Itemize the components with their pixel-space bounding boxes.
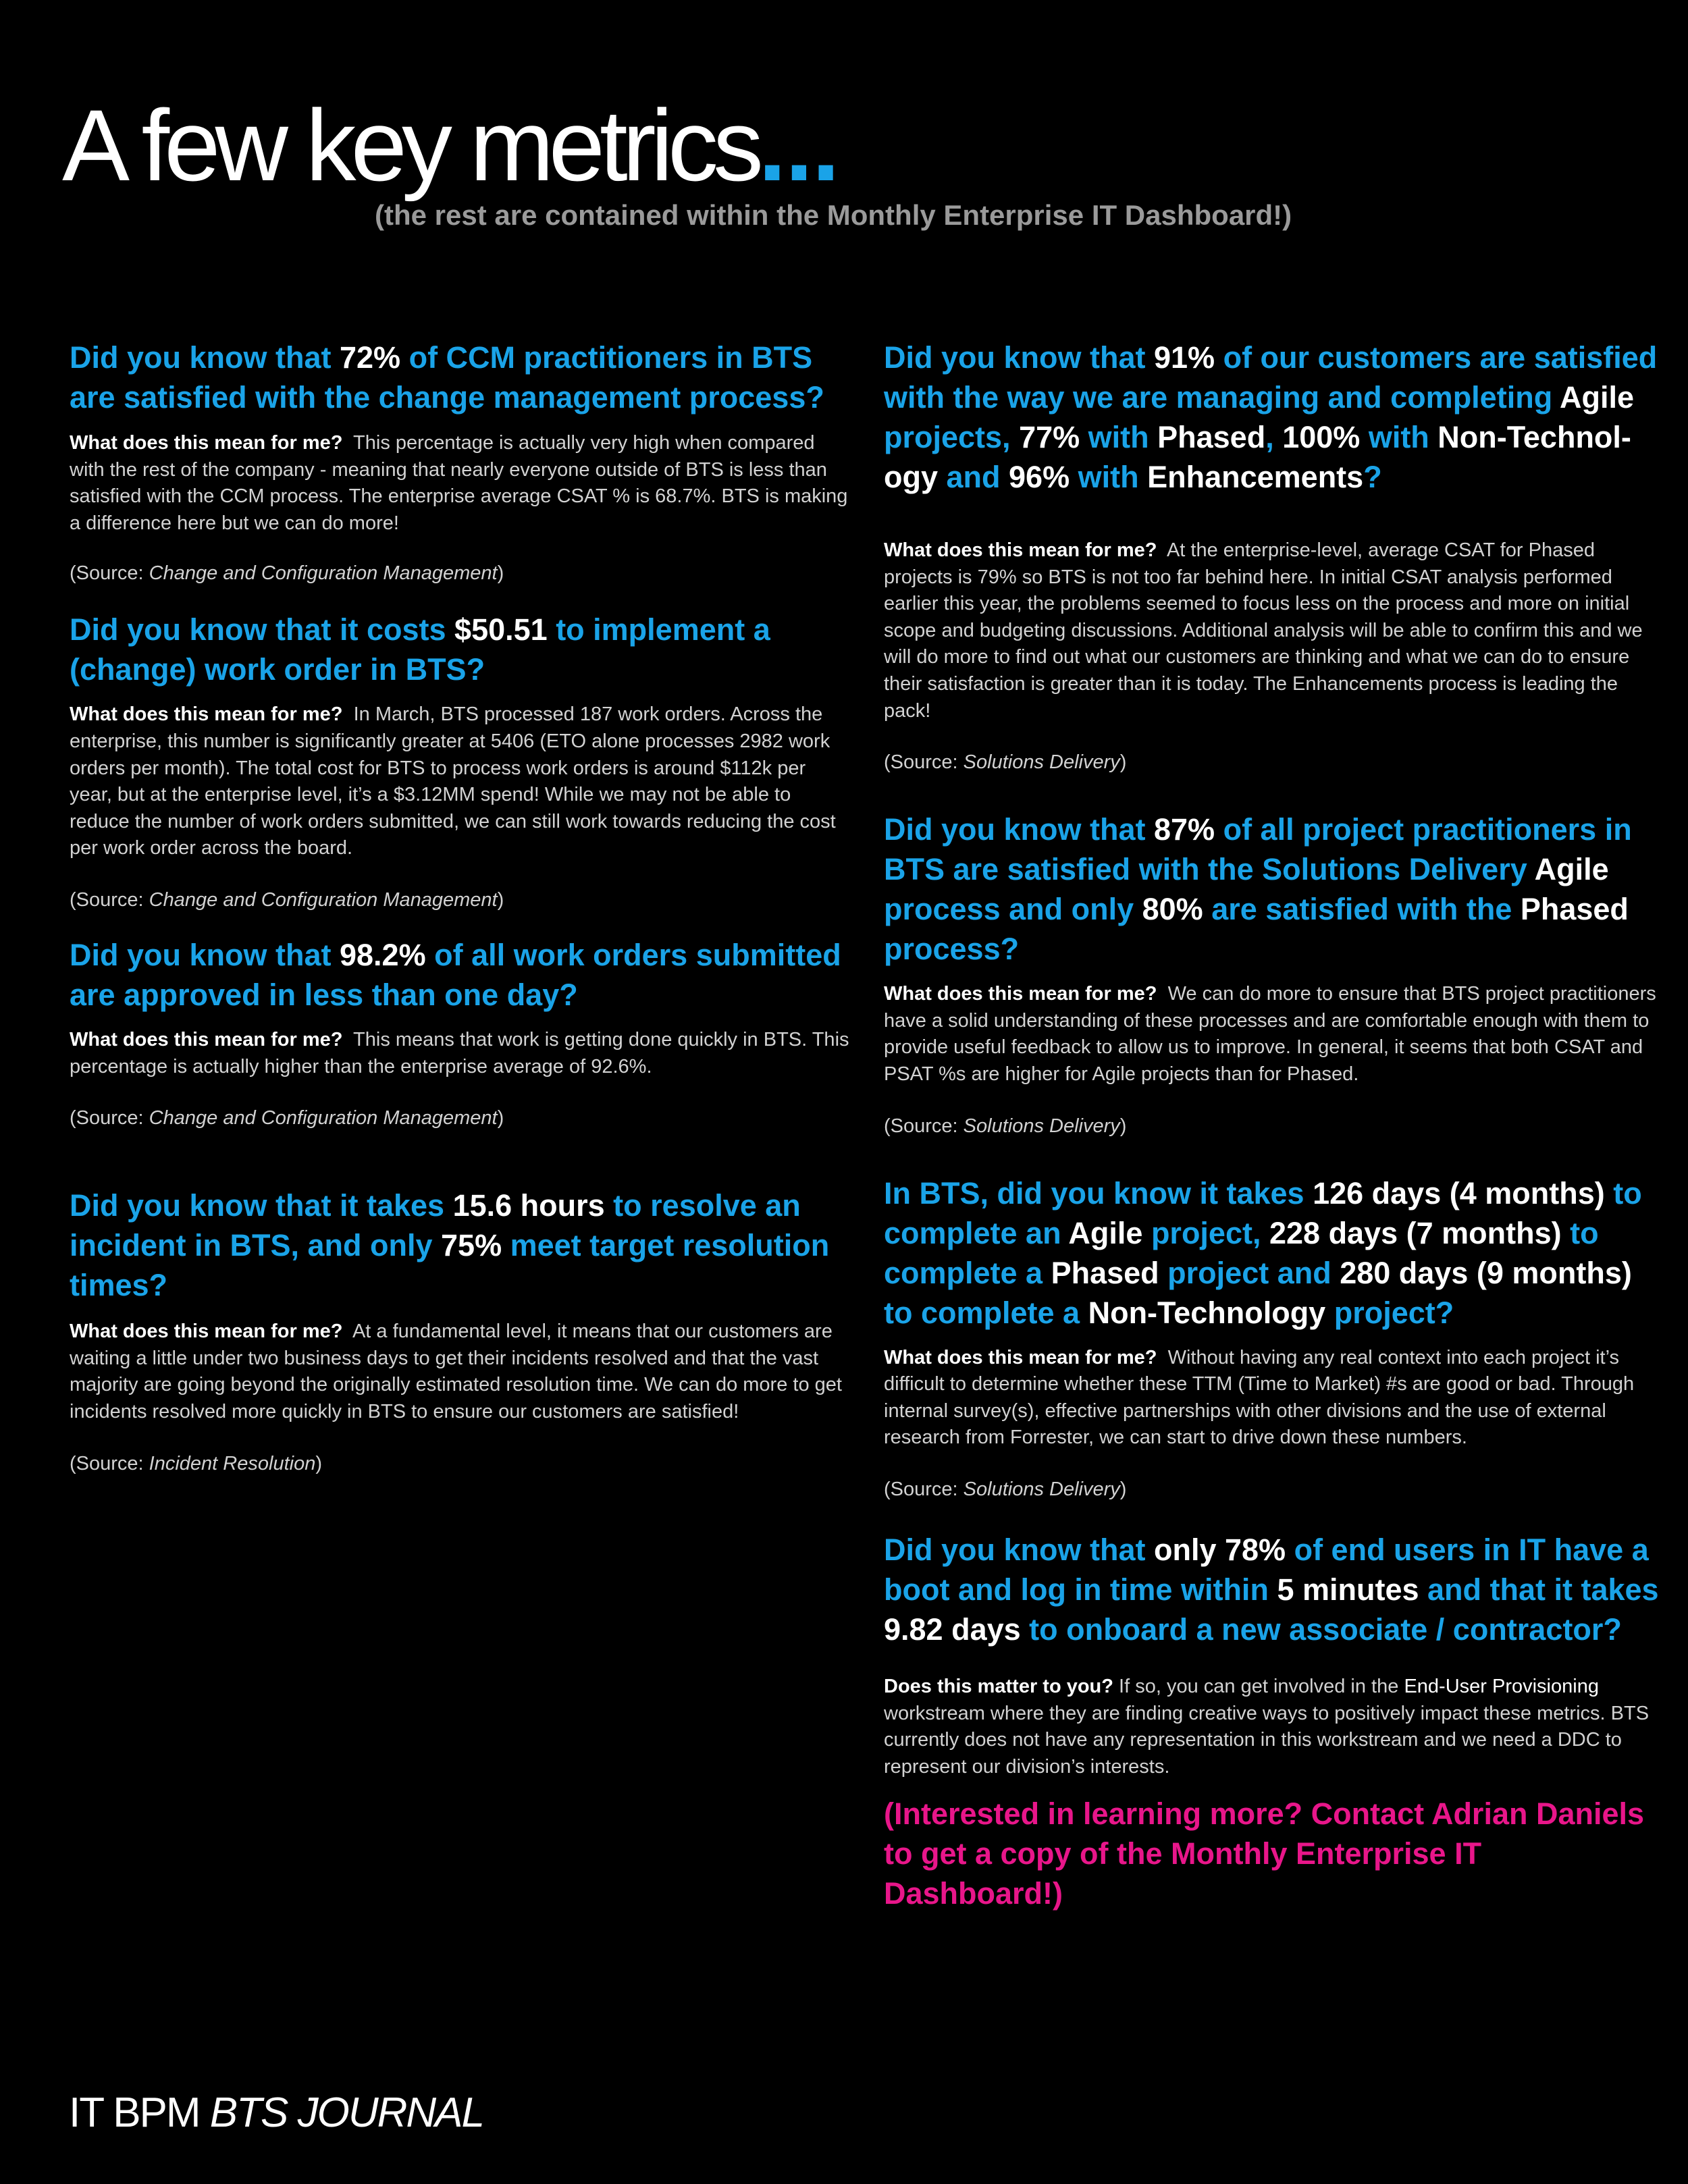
left-column <box>70 338 853 1477</box>
metric-customer-satisfaction <box>884 338 1667 776</box>
metric-work-order-cost <box>70 610 853 913</box>
metric-ccm-satisfaction <box>70 338 853 587</box>
metric-explanation: What does this mean for me? At the enterprise-level, average CSAT for Phased projects is 79% so BTS is not too far behind here. In initial CSAT analysis performed earlier this year, the problems seemed to focus less on the process and more on initial scope and budgeting discussions. Additional analysis will be able to confirm this and we will do more to find out what our customers are thinking and what we can do to ensure their satisfaction is greater than it is today. The Enhancements process is leading the pack! <box>884 539 1643 722</box>
metric-explanation: Does this matter to you? If so, you can get involved in the End-User Provisioning workstream where they are finding creative ways to positively impact these metrics. BTS currently does not have any representation in this workstream and we need a DDC to represent our division’s interests. <box>884 1675 1650 1778</box>
metric-question: Did you know that 87% of all project practitioners in BTS are satisfied with the Solutions Delivery Agile process and only 80% are satisfied with the Phased process? <box>884 812 1632 967</box>
metric-question: In BTS, did you know it takes 126 days (4 months) to complete an Agile project, 228 days (7 months) to complete a Phased project and 280 days (9 months) to complete a Non-Technology project? <box>884 1175 1642 1330</box>
metric-explanation: What does this mean for me? We can do more to ensure that BTS project practitioners have a solid understanding of these processes and are comfortable enough with them to provide useful feedback to allow us to improve. In general, it seems that both CSAT and PSAT %s are higher for Agile projects than for Phased. <box>884 983 1656 1085</box>
page-subtitle: (the rest are contained within the Monthly Enterprise IT Dashboard!) <box>375 199 1292 231</box>
metric-source: (Source: Change and Configuration Management) <box>70 888 504 911</box>
metric-question: Did you know that 98.2% of all work orders submitted are approved in less than one day? <box>70 937 841 1012</box>
right-column <box>884 338 1667 1913</box>
metric-work-order-approval <box>70 935 853 1131</box>
metric-source: (Source: Incident Resolution) <box>70 1452 322 1474</box>
metric-source: (Source: Solutions Delivery) <box>884 1478 1127 1500</box>
metric-question: Did you know that only 78% of end users in IT have a boot and log in time within 5 minutes and that it takes 9.82 days to onboard a new associate / contractor? <box>884 1532 1659 1647</box>
metric-explanation: What does this mean for me? This means that work is getting done quickly in BTS. This percentage is actually higher than the enterprise average of 92.6%. <box>70 1028 849 1077</box>
metric-explanation: What does this mean for me? This percentage is actually very high when compared with the rest of the company - meaning that nearly everyone outside of BTS is less than satisfied with the CCM process. The enterprise average CSAT % is 68.7%. BTS is making a difference here but we can do more! <box>70 432 848 534</box>
metric-end-user-provisioning <box>884 1530 1667 1780</box>
metric-question: Did you know that 72% of CCM practitioners in BTS are satisfied with the change management process? <box>70 340 824 415</box>
metric-source: (Source: Solutions Delivery) <box>884 751 1127 774</box>
metric-source: (Source: Solutions Delivery) <box>884 1115 1127 1137</box>
metric-source: (Source: Change and Configuration Management) <box>70 1107 504 1129</box>
metric-explanation: What does this mean for me? At a fundamental level, it means that our customers are waiting a little under two business days to get their incidents resolved and that the vast majority are going beyond the originally estimated resolution time. We can do more to get incidents resolved more quickly in BTS to ensure our customers are satisfied! <box>70 1321 842 1422</box>
metric-incident-resolution <box>70 1186 853 1476</box>
page-title: A few key metrics... <box>62 88 839 202</box>
metric-question: Did you know that 91% of our customers are satisfied with the way we are managing and completing Agile projects, 77% with Phased, 100% with Non-Technol-ogy and 96% with Enhancements? <box>884 340 1658 494</box>
contact-callout: (Interested in learning more? Contact Adrian Daniels to get a copy of the Monthly Enterprise IT Dashboard!) <box>884 1796 1645 1911</box>
title-ellipsis: ... <box>758 88 839 202</box>
metric-time-to-market <box>884 1173 1667 1503</box>
workstream-name: End-User Provisioning <box>1404 1675 1599 1697</box>
metric-source: (Source: Change and Configuration Management) <box>70 562 504 585</box>
metric-question: Did you know that it takes 15.6 hours to resolve an incident in BTS, and only 75% meet target resolution times? <box>70 1188 830 1303</box>
journal-footer: IT BPM BTS JOURNAL <box>69 2089 483 2136</box>
metric-question: Did you know that it costs $50.51 to implement a (change) work order in BTS? <box>70 612 770 687</box>
metric-explanation: What does this mean for me? In March, BTS processed 187 work orders. Across the enterprise, this number is significantly greater at 5406 (ETO alone processes 2982 work orders per month). The total cost for BTS to process work orders is around $112k per year, but at the enterprise level, it’s a $3.12MM spend! While we may not be able to reduce the number of work orders submitted, we can still work towards reducing the cost per work order across the board. <box>70 703 836 859</box>
metric-explanation: What does this mean for me? Without having any real context into each project it’s difficult to determine whether these TTM (Time to Market) #s are good or bad. Through internal survey(s), effective partnerships with other divisions and the use of external research from Forrester, we can start to drive down these numbers. <box>884 1346 1635 1449</box>
metric-practitioner-satisfaction <box>884 809 1667 1139</box>
